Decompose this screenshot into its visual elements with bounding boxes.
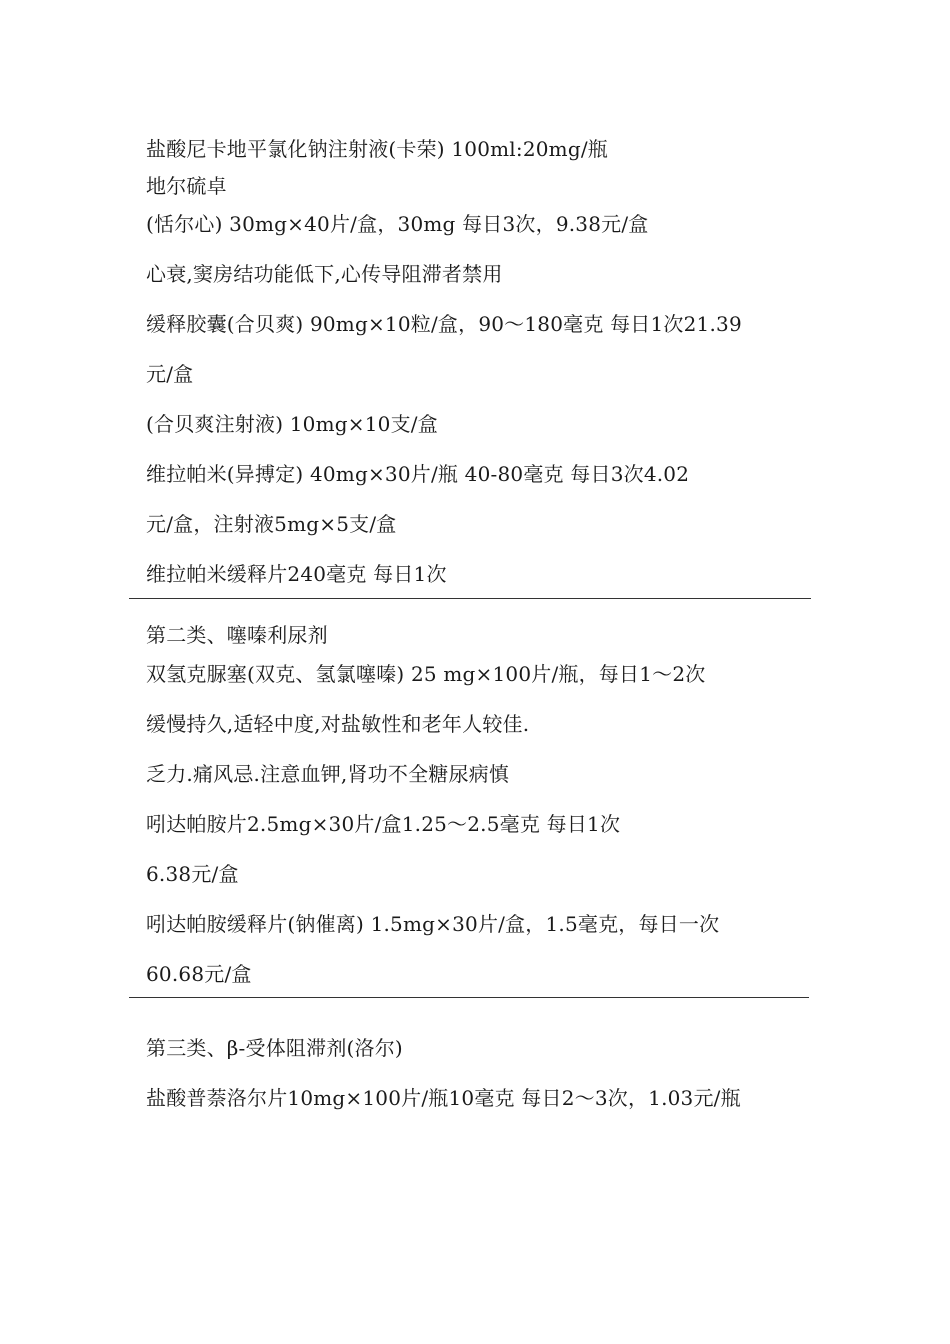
text-line: 维拉帕米缓释片240毫克 每日1次 (146, 562, 447, 586)
text-line: 吲达帕胺片2.5mg×30片/盒1.25～2.5毫克 每日1次 (146, 812, 621, 836)
text-line: 缓慢持久,适轻中度,对盐敏性和老年人较佳. (146, 712, 530, 736)
text-line: (恬尔心) 30mg×40片/盒，30mg 每日3次，9.38元/盒 (146, 212, 649, 236)
text-line: 6.38元/盒 (146, 862, 239, 886)
text-line: 缓释胶囊(合贝爽) 90mg×10粒/盒，90～180毫克 每日1次21.39 (146, 312, 742, 336)
section-divider (129, 997, 809, 998)
text-line: 盐酸普萘洛尔片10mg×100片/瓶10毫克 每日2～3次，1.03元/瓶 (146, 1086, 741, 1110)
section-divider (129, 598, 811, 599)
text-line: 乏力.痛风忌.注意血钾,肾功不全糖尿病慎 (146, 762, 510, 786)
text-line: 心衰,窦房结功能低下,心传导阻滞者禁用 (146, 262, 503, 286)
text-line: 地尔硫卓 (146, 174, 227, 198)
text-line: 吲达帕胺缓释片(钠催离) 1.5mg×30片/盒，1.5毫克，每日一次 (146, 912, 720, 936)
text-line: (合贝爽注射液) 10mg×10支/盒 (146, 412, 438, 436)
text-line: 维拉帕米(异搏定) 40mg×30片/瓶 40-80毫克 每日3次4.02 (146, 462, 690, 486)
section-heading: 第二类、噻嗪利尿剂 (146, 623, 328, 647)
text-line: 盐酸尼卡地平氯化钠注射液(卡荣) 100ml:20mg/瓶 (146, 137, 608, 161)
text-line: 元/盒，注射液5mg×5支/盒 (146, 512, 397, 536)
text-line: 双氢克脲塞(双克、氢氯噻嗪) 25 mg×100片/瓶，每日1～2次 (146, 662, 706, 686)
section-heading: 第三类、β-受体阻滞剂(洛尔) (146, 1036, 403, 1060)
text-line: 元/盒 (146, 362, 194, 386)
text-line: 60.68元/盒 (146, 962, 252, 986)
